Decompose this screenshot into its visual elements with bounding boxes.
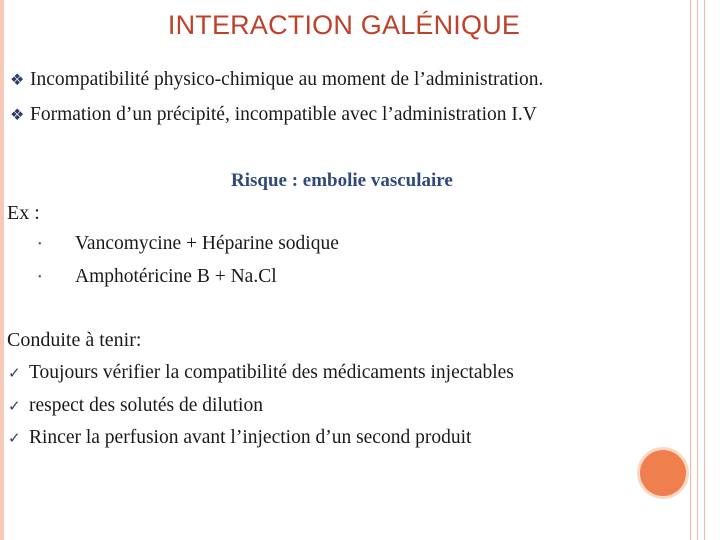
conduite-heading: Conduite à tenir: [7,329,142,351]
conduite-text: respect des solutés de dilution [29,395,263,416]
risk-statement: Risque : embolie vasculaire [231,170,453,191]
decorative-rule [697,0,698,540]
conduite-text: Rincer la perfusion avant l’injection d’un second produit [29,427,472,448]
example-item: Amphotéricine B + Na.Cl [75,266,277,287]
decorative-circle [640,450,686,496]
examples-label: Ex : [7,202,40,224]
slide-title-text: INTERACTION GALÉNIQUE [167,10,521,40]
conduite-text: Toujours vérifier la compatibilité des médicaments injectables [29,362,514,383]
bullet-item [10,69,543,91]
conduite-item [8,362,514,384]
decorative-rule [704,0,705,540]
slide-title [0,10,720,41]
bullet-item [10,104,537,126]
conduite-item [8,395,263,417]
example-item: Vancomycine + Héparine sodique [75,233,339,254]
bullet-dot-icon: • [38,239,42,250]
checkmark-icon: ✓ [8,399,21,415]
slide-border-left [0,0,4,540]
checkmark-icon: ✓ [8,431,21,447]
conduite-item [8,427,471,449]
bullet-text: Incompatibilité physico-chimique au moment de l’administration. [30,69,544,90]
checkmark-icon: ✓ [8,366,21,382]
decorative-rule [690,0,691,540]
bullet-dot-icon: • [38,272,42,283]
bullet-text: Formation d’un précipité, incompatible avec l’administration I.V [30,104,537,125]
diamond-icon: ❖ [10,107,25,124]
diamond-icon: ❖ [10,72,25,89]
